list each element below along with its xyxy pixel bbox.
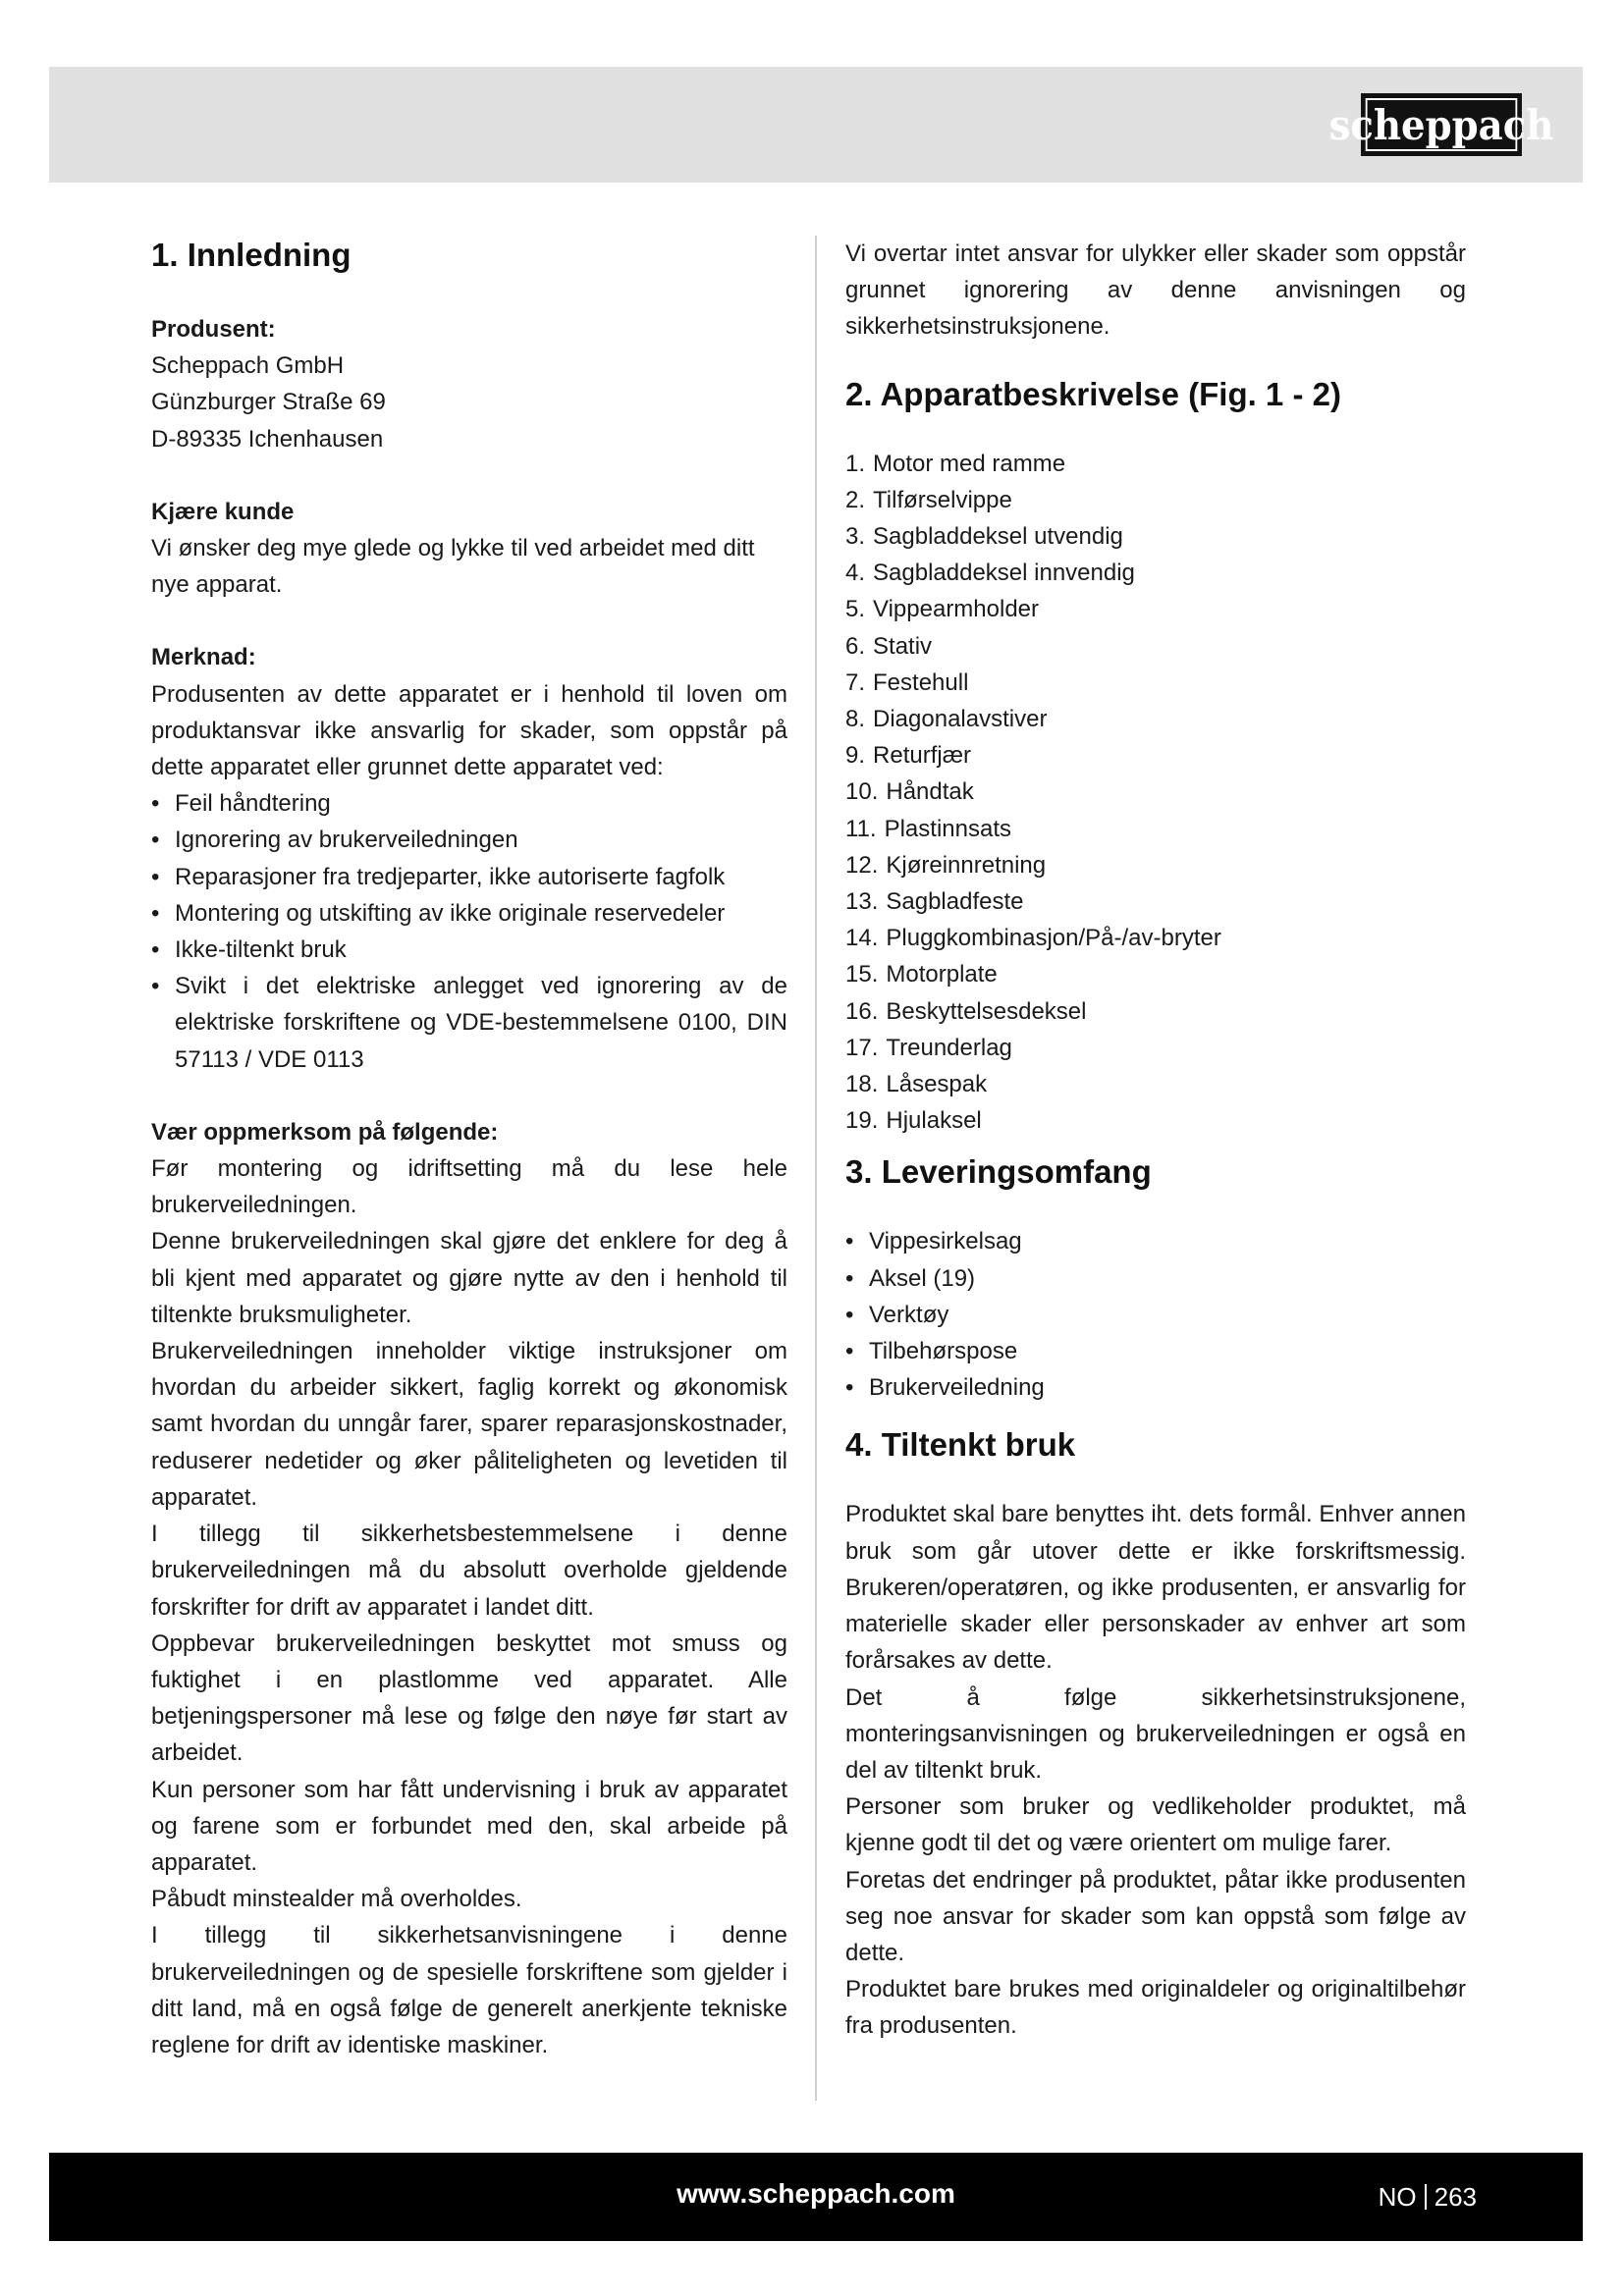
scheppach-logo: scheppach — [1361, 93, 1522, 156]
part-number: 1. — [845, 450, 866, 477]
liability-text: Vi overtar intet ansvar for ulykker eller skader som oppstår grunnet ignorering av denne anvisningen og sikkerhetsinstruksjonene. — [845, 240, 1466, 341]
part-label: Sagbladdeksel utvendig — [873, 523, 1123, 551]
list-item — [845, 446, 1466, 482]
list-item — [845, 993, 1466, 1030]
part-number: 10. — [845, 778, 879, 806]
part-label: Motorplate — [886, 961, 998, 988]
list-item — [845, 847, 1466, 883]
footer-band — [49, 2153, 1583, 2241]
list-item — [845, 774, 1466, 810]
part-label: Plastinnsats — [884, 815, 1011, 842]
part-number: 6. — [845, 632, 866, 660]
part-label: Beskyttelsesdeksel — [886, 997, 1087, 1025]
list-item — [845, 701, 1466, 737]
list-item: • Vippesirkelsag — [845, 1223, 1466, 1259]
list-item — [845, 883, 1466, 920]
part-number: 13. — [845, 888, 879, 916]
manufacturer-label: Produsent: — [151, 316, 276, 343]
part-label: Sagbladdeksel innvendig — [873, 560, 1135, 587]
part-label: Treunderlag — [886, 1034, 1012, 1061]
part-label: Hjulaksel — [886, 1107, 982, 1135]
attention-paragraph: Kun personer som har fått undervisning i bruk av apparatet og farene som er forbundet med den, skal arbeide på apparatet. — [151, 1776, 787, 1876]
part-label: Vippearmholder — [873, 596, 1040, 623]
intended-use-paragraph: Personer som bruker og vedlikeholder produktet, må kjenne godt til det og være orientert om mulige farer. — [845, 1793, 1466, 1857]
part-number: 5. — [845, 596, 866, 623]
left-column — [151, 236, 787, 2063]
header-band — [49, 67, 1583, 183]
list-item — [845, 518, 1466, 555]
page-indicator — [1379, 2182, 1477, 2213]
list-item: • Tilbehørspose — [845, 1333, 1466, 1369]
note-label: Merknad: — [151, 644, 256, 671]
part-label: Sagbladfeste — [886, 888, 1024, 916]
part-number: 2. — [845, 486, 866, 513]
manufacturer-line: D-89335 Ichenhausen — [151, 425, 384, 453]
list-item — [845, 956, 1466, 992]
column-divider — [815, 236, 817, 2101]
part-number: 4. — [845, 560, 866, 587]
section-title-intro: 1. Innledning — [151, 237, 352, 273]
list-item — [845, 1030, 1466, 1066]
intended-use-paragraph: Produktet bare brukes med originaldeler og originaltilbehør fra produsenten. — [845, 1976, 1466, 2040]
part-number: 12. — [845, 851, 879, 879]
list-item: • Reparasjoner fra tredjeparter, ikke autoriserte fagfolk — [151, 859, 787, 895]
part-label: Pluggkombinasjon/På-/av-bryter — [886, 925, 1221, 952]
part-label: Håndtak — [886, 778, 974, 806]
list-item — [845, 811, 1466, 847]
part-label: Kjøreinnretning — [886, 851, 1047, 879]
manufacturer-line: Günzburger Straße 69 — [151, 389, 386, 416]
intended-use-paragraph: Det å følge sikkerhetsinstruksjonene, monteringsanvisningen og brukerveiledningen er også en del av tiltenkt bruk. — [845, 1683, 1466, 1784]
section-title-delivery: 3. Leveringsomfang — [845, 1153, 1152, 1191]
list-item — [845, 920, 1466, 956]
part-label: Festehull — [873, 668, 969, 696]
part-label: Låsespak — [886, 1071, 988, 1098]
part-number: 14. — [845, 925, 879, 952]
intended-use-paragraph: Foretas det endringer på produktet, påtar ikke produsenten seg noe ansvar for skader som kan oppstå som følge av dette. — [845, 1866, 1466, 1966]
list-item — [845, 628, 1466, 665]
part-number: 15. — [845, 961, 879, 988]
page-separator — [1425, 2184, 1427, 2210]
part-number: 17. — [845, 1034, 879, 1061]
part-label: Tilførselvippe — [873, 486, 1012, 513]
list-item: • Verktøy — [845, 1297, 1466, 1333]
list-item — [845, 555, 1466, 591]
attention-paragraph: Oppbevar brukerveiledningen beskyttet mot smuss og fuktighet i en plastlomme ved apparatet. Alle betjeningspersoner må lese og følge den nøye før start av arbeidet. — [151, 1629, 787, 1767]
part-number: 3. — [845, 523, 866, 551]
part-label: Diagonalavstiver — [873, 706, 1048, 733]
language-code: NO — [1378, 2182, 1417, 2212]
list-item — [845, 737, 1466, 774]
part-number: 7. — [845, 668, 866, 696]
dear-customer-text: Vi ønsker deg mye glede og lykke til ved arbeidet med ditt nye apparat. — [151, 535, 755, 599]
attention-paragraph: Denne brukerveiledningen skal gjøre det enklere for deg å bli kjent med apparatet og gjøre nytte av den i henhold til tiltenkte bruksmuligheter. — [151, 1228, 787, 1328]
list-item — [845, 482, 1466, 518]
attention-label: Vær oppmerksom på følgende: — [151, 1118, 499, 1146]
attention-paragraph: Påbudt minstealder må overholdes. — [151, 1886, 522, 1913]
part-number: 16. — [845, 997, 879, 1025]
page-number: 263 — [1434, 2182, 1477, 2212]
attention-paragraph: Brukerveiledningen inneholder viktige instruksjoner om hvordan du arbeider sikkert, faglig korrekt og økonomisk samt hvordan du unngår farer, sparer reparasjonskostnader, reduserer nedetider og øker påliteligheten og levetiden til apparatet. — [151, 1338, 787, 1511]
part-number: 11. — [845, 815, 877, 842]
section-title-device: 2. Apparatbeskrivelse (Fig. 1 - 2) — [845, 375, 1341, 412]
footer-website-link[interactable]: www.scheppach.com — [677, 2178, 955, 2209]
list-item: • Ikke-tiltenkt bruk — [151, 932, 787, 968]
note-bullet-list — [151, 785, 787, 1078]
dear-customer-label: Kjære kunde — [151, 498, 295, 525]
part-label: Motor med ramme — [873, 450, 1066, 477]
part-label: Returfjær — [873, 742, 972, 770]
parts-list — [845, 446, 1466, 1140]
list-item: • Svikt i det elektriske anlegget ved ignorering av de elektriske forskriftene og VDE-bestemmelsene 0100, DIN 57113 / VDE 0113 — [151, 968, 787, 1078]
list-item: • Brukerveiledning — [845, 1369, 1466, 1406]
list-item: • Ignorering av brukerveiledningen — [151, 822, 787, 858]
attention-paragraph: I tillegg til sikkerhetsbestemmelsene i denne brukerveiledningen må du absolutt overholde gjeldende forskrifter for drift av apparatet i landet ditt. — [151, 1521, 787, 1621]
right-column — [845, 236, 1466, 2045]
list-item — [845, 1066, 1466, 1102]
list-item — [845, 665, 1466, 701]
list-item — [845, 591, 1466, 627]
attention-paragraph: Før montering og idriftsetting må du lese hele brukerveiledningen. — [151, 1155, 787, 1219]
part-number: 19. — [845, 1107, 879, 1135]
list-item: • Feil håndtering — [151, 785, 787, 822]
list-item: • Montering og utskifting av ikke originale reservedeler — [151, 895, 787, 932]
part-number: 18. — [845, 1071, 879, 1098]
manufacturer-line: Scheppach GmbH — [151, 352, 345, 380]
intended-use-paragraph: Produktet skal bare benyttes iht. dets formål. Enhver annen bruk som går utover dette er ikke forskriftsmessig. Brukeren/operatøren, og ikke produsenten, er ansvarlig for materielle skader eller personskader av enhver art som forårsakes av dette. — [845, 1501, 1466, 1675]
note-text: Produsenten av dette apparatet er i henhold til loven om produktansvar ikke ansvarlig for skader, som oppstår på dette apparatet eller grunnet dette apparatet ved: — [151, 680, 787, 781]
section-title-intended-use: 4. Tiltenkt bruk — [845, 1426, 1076, 1464]
part-number: 8. — [845, 706, 866, 733]
delivery-list — [845, 1223, 1466, 1406]
part-number: 9. — [845, 742, 866, 770]
list-item — [845, 1102, 1466, 1139]
list-item: • Aksel (19) — [845, 1260, 1466, 1297]
part-label: Stativ — [873, 632, 933, 660]
attention-paragraph: I tillegg til sikkerhetsanvisningene i denne brukerveiledningen og de spesielle forskriftene som gjelder i ditt land, må en også følge de generelt anerkjente tekniske reglene for drift av identiske maskiner. — [151, 1922, 787, 2058]
